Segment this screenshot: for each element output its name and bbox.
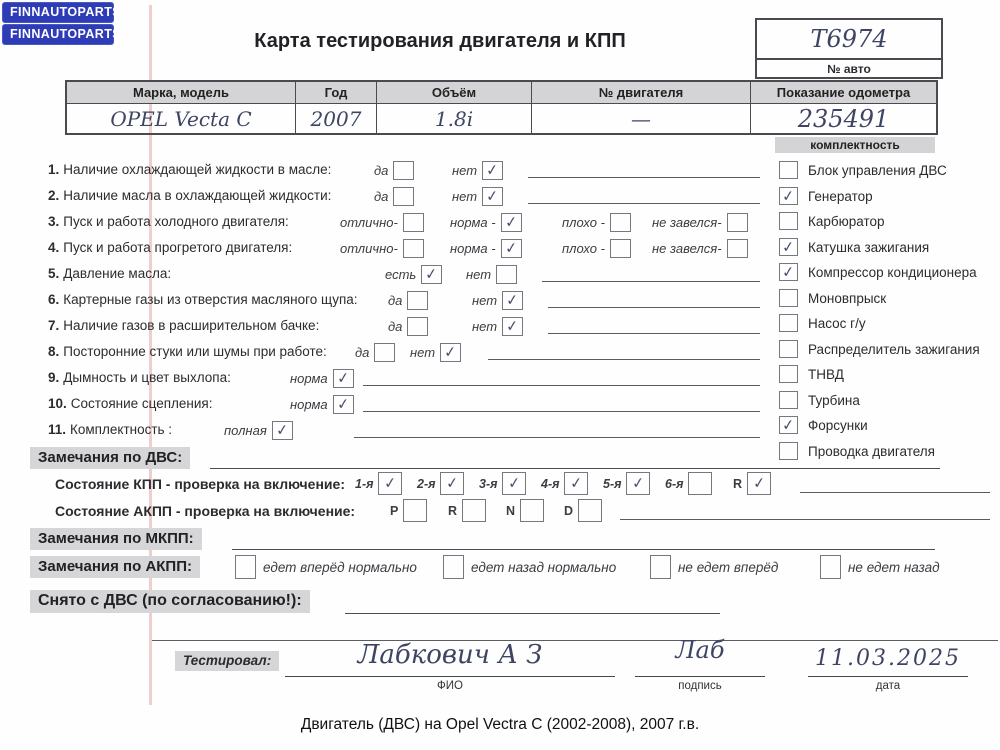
checkbox-otlichno[interactable] (403, 213, 424, 232)
gear-1: 1-я ✓ (355, 472, 402, 495)
checkbox-gear-2[interactable] (440, 472, 464, 495)
checkbox-ploho[interactable] (610, 239, 631, 258)
name-sub-label: ФИО (437, 680, 463, 692)
completeness-item: ✓ Катушка зажигания (779, 237, 994, 257)
question-number: 8. (48, 344, 60, 359)
completeness-item: Турбина (779, 390, 994, 410)
gear-5: 5-я ✓ (603, 472, 650, 495)
page-title: Карта тестирования двигателя и КПП (254, 30, 626, 52)
checkbox[interactable] (779, 238, 798, 256)
checkbox-ploho[interactable] (610, 213, 631, 232)
name-line (285, 676, 615, 677)
gear-6: 6-я (665, 472, 712, 495)
akpp-row-label: Состояние АКПП - проверка на включение: (55, 503, 356, 519)
mkpp-remarks-line (232, 549, 935, 550)
col-volume: Объём (377, 81, 532, 104)
question-row-6 (48, 288, 766, 312)
blank-line (800, 492, 990, 493)
blank-line (528, 177, 760, 178)
option-da: да (374, 186, 414, 206)
option-net: нет ✓ (472, 316, 523, 336)
mkpp-remarks-label: Замечания по МКПП: (30, 528, 202, 550)
signature-sub-label: подпись (678, 680, 722, 692)
option-norma: норма - ✓ (450, 212, 522, 232)
option-net: нет ✓ (410, 342, 461, 362)
col-odometer: Показание одометра (751, 81, 938, 104)
checkbox-ne-zavelsya[interactable] (727, 213, 748, 232)
checkbox[interactable] (779, 212, 798, 230)
blank-line (363, 411, 760, 412)
checkbox-norma[interactable] (333, 369, 354, 388)
check-mark: ✓ (631, 473, 646, 493)
checkbox[interactable] (235, 555, 256, 579)
completeness-item: ТНВД (779, 364, 994, 384)
checkbox[interactable] (779, 289, 798, 307)
dvs-remarks-line (210, 468, 940, 469)
completeness-item: ✓ Компрессор кондиционера (779, 262, 994, 282)
question-text: Состояние сцепления: (70, 396, 213, 411)
completeness-item: Моновпрыск (779, 288, 994, 308)
question-text: Пуск и работа холодного двигателя: (63, 214, 289, 229)
checkbox-gear-6[interactable] (688, 472, 712, 495)
blank-line (548, 307, 760, 308)
odometer-value: 235491 (751, 104, 938, 135)
col-make-model: Марка, модель (66, 81, 296, 104)
checkbox[interactable] (779, 314, 798, 332)
akpp-check-row (55, 498, 995, 524)
checkbox[interactable] (443, 555, 464, 579)
question-row-5 (48, 262, 766, 286)
checkbox-polnaya[interactable] (272, 421, 293, 440)
check-mark: ✓ (751, 473, 767, 493)
date-line (808, 676, 968, 677)
check-mark: ✓ (275, 419, 290, 440)
akpp-option-no-backward: не едет назад (820, 555, 940, 579)
logo-badge-top: FINNAUTOPARTS (2, 2, 114, 23)
check-mark: ✓ (505, 315, 520, 336)
gear-3: 3-я ✓ (479, 472, 526, 495)
dvs-remarks-label: Замечания по ДВС: (30, 447, 190, 469)
vehicle-table-header-row (66, 81, 937, 104)
volume-value: 1.8i (377, 104, 532, 135)
checkbox-net[interactable] (502, 317, 523, 336)
akpp-remarks-options (30, 554, 990, 580)
gear-d: D (564, 499, 602, 522)
gear-p: P (390, 499, 427, 522)
option-net: нет ✓ (452, 160, 503, 180)
vehicle-table-value-row (66, 104, 937, 135)
image-caption: Двигатель (ДВС) на Opel Vectra C (2002-2008), 2007 г.в. (300, 716, 700, 733)
car-number-label: № авто (757, 58, 941, 77)
checkbox-gear-p[interactable] (403, 499, 427, 522)
kpp-check-row (55, 471, 995, 497)
checkbox-norma[interactable] (501, 213, 522, 232)
question-number: 10. (48, 396, 67, 411)
check-mark: ✓ (485, 159, 500, 180)
checkbox-da[interactable] (407, 291, 428, 310)
check-mark: ✓ (781, 261, 796, 282)
question-number: 4. (48, 240, 60, 255)
option-net: нет ✓ (472, 290, 523, 310)
removed-from-dvs-line (345, 613, 720, 614)
question-row-9 (48, 366, 766, 390)
blank-line (354, 437, 760, 438)
car-number-box (755, 18, 943, 79)
checkbox-otlichno[interactable] (403, 239, 424, 258)
question-row-4 (48, 236, 766, 260)
question-text: Наличие газов в расширительном бачке: (63, 318, 320, 333)
question-number: 7. (48, 318, 60, 333)
checkbox-da[interactable] (393, 161, 414, 180)
gear-r: R (448, 499, 486, 522)
car-number-value: T6974 (810, 25, 888, 53)
question-row-8 (48, 340, 766, 364)
gear-4: 4-я ✓ (541, 472, 588, 495)
checkbox-net[interactable] (502, 291, 523, 310)
make-model-value: OPEL Vecta C (66, 104, 296, 135)
option-est: есть ✓ (385, 264, 442, 284)
completeness-item: Насос г/у (779, 313, 994, 333)
blank-line (542, 281, 760, 282)
question-text: Давление масла: (63, 266, 172, 281)
question-number: 11. (48, 422, 67, 437)
question-text: Картерные газы из отверстия масляного щупа: (63, 292, 358, 307)
akpp-remarks-label: Замечания по АКПП: (30, 556, 200, 578)
checkbox[interactable] (779, 340, 798, 358)
checkbox-net[interactable] (482, 187, 503, 206)
checkbox-gear-r[interactable] (747, 472, 771, 495)
completeness-item: Блок управления ДВС (779, 160, 994, 180)
question-row-10 (48, 392, 766, 416)
question-text: Дымность и цвет выхлопа: (63, 370, 231, 385)
blank-line (363, 385, 760, 386)
blank-line (548, 333, 760, 334)
option-norma: норма ✓ (290, 394, 354, 414)
checkbox[interactable] (779, 365, 798, 383)
check-mark: ✓ (507, 473, 522, 493)
question-text: Пуск и работа прогретого двигателя: (63, 240, 293, 255)
checkbox-est[interactable] (421, 265, 442, 284)
checkbox[interactable] (779, 161, 798, 179)
question-row-11 (48, 418, 766, 442)
checkbox[interactable] (779, 442, 798, 460)
checkbox-net[interactable] (496, 265, 517, 284)
check-mark: ✓ (335, 367, 351, 388)
tested-by-label: Тестировал: (175, 651, 279, 671)
question-row-7 (48, 314, 766, 338)
checkbox-gear-1[interactable] (378, 472, 402, 495)
completeness-item: Распределитель зажигания (779, 339, 994, 359)
check-mark: ✓ (781, 236, 796, 257)
check-mark: ✓ (445, 473, 460, 493)
check-mark: ✓ (335, 393, 351, 414)
option-net: нет (466, 264, 517, 284)
question-row-2 (48, 184, 766, 208)
gear-n: N (506, 499, 544, 522)
checkbox-gear-n[interactable] (520, 499, 544, 522)
blank-line (620, 519, 990, 520)
vehicle-table (65, 80, 938, 135)
kpp-row-label: Состояние КПП - проверка на включение: (55, 476, 345, 492)
check-mark: ✓ (505, 289, 520, 310)
question-row-3 (48, 210, 766, 234)
question-row-1 (48, 158, 766, 182)
question-number: 5. (48, 266, 60, 281)
check-mark: ✓ (383, 473, 398, 493)
checkbox-gear-4[interactable] (564, 472, 588, 495)
question-number: 9. (48, 370, 60, 385)
checkbox-gear-3[interactable] (502, 472, 526, 495)
check-mark: ✓ (503, 237, 519, 258)
checkbox-gear-d[interactable] (578, 499, 602, 522)
check-mark: ✓ (569, 473, 584, 493)
signature-handwritten: Лаб (675, 636, 725, 664)
check-mark: ✓ (781, 185, 796, 206)
checkbox[interactable] (779, 391, 798, 409)
completeness-item: Карбюратор (779, 211, 994, 231)
akpp-option-forward-ok: едет вперёд нормально (235, 555, 417, 579)
option-norma: норма - ✓ (450, 238, 522, 258)
blank-line (488, 359, 760, 360)
checkbox-da[interactable] (407, 317, 428, 336)
option-ne-zavelsya: не завелся- (652, 212, 748, 232)
checkbox[interactable] (779, 263, 798, 281)
check-mark: ✓ (424, 263, 439, 284)
finnautoparts-logo (2, 2, 121, 46)
option-da: да (355, 342, 395, 362)
checkbox-net[interactable] (482, 161, 503, 180)
gear-2: 2-я ✓ (417, 472, 464, 495)
date-sub-label: дата (875, 680, 901, 692)
completeness-item: ✓ Форсунки (779, 415, 994, 435)
option-ploho: плохо - (562, 212, 631, 232)
checkbox[interactable] (820, 555, 841, 579)
checkbox-da[interactable] (374, 343, 395, 362)
question-text: Посторонние стуки или шумы при работе: (63, 344, 327, 359)
option-otlichno: отлично- (340, 212, 424, 232)
question-text: Наличие охлаждающей жидкости в масле: (63, 162, 332, 177)
option-otlichno: отлично- (340, 238, 424, 258)
removed-from-dvs-label: Снято с ДВС (по согласованию!): (30, 590, 310, 613)
check-mark: ✓ (443, 341, 458, 362)
option-da: да (374, 160, 414, 180)
akpp-option-backward-ok: едет назад нормально (443, 555, 616, 579)
question-number: 3. (48, 214, 60, 229)
signature-line (635, 676, 765, 677)
check-mark: ✓ (485, 185, 500, 206)
checkbox[interactable] (650, 555, 671, 579)
option-polnaya: полная ✓ (224, 420, 293, 440)
checkbox-net[interactable] (440, 343, 461, 362)
question-text: Наличие масла в охлаждающей жидкости: (63, 188, 332, 203)
col-year: Год (296, 81, 377, 104)
logo-badge-bottom: FINNAUTOPARTS (2, 24, 114, 45)
option-ploho: плохо - (562, 238, 631, 258)
option-net: нет ✓ (452, 186, 503, 206)
option-norma: норма ✓ (290, 368, 354, 388)
question-number: 6. (48, 292, 60, 307)
checkbox-da[interactable] (393, 187, 414, 206)
completeness-item: Проводка двигателя (779, 441, 994, 461)
completeness-header: комплектность (775, 137, 935, 153)
question-number: 2. (48, 188, 60, 203)
engine-no-value: — (532, 104, 751, 135)
date-handwritten: 11.03.2025 (815, 646, 961, 671)
completeness-item: ✓ Генератор (779, 186, 994, 206)
option-da: да (388, 316, 428, 336)
checkbox-norma[interactable] (501, 239, 522, 258)
year-value: 2007 (296, 104, 377, 135)
gear-r: R ✓ (733, 472, 771, 495)
checkbox-norma[interactable] (333, 395, 354, 414)
option-ne-zavelsya: не завелся- (652, 238, 748, 258)
checkbox[interactable] (779, 416, 798, 434)
question-number: 1. (48, 162, 60, 177)
question-text: Комплектность : (70, 422, 173, 437)
option-da: да (388, 290, 428, 310)
col-engine-no: № двигателя (532, 81, 751, 104)
akpp-option-no-forward: не едет вперёд (650, 555, 778, 579)
check-mark: ✓ (503, 211, 519, 232)
checkbox[interactable] (779, 187, 798, 205)
check-mark: ✓ (781, 414, 796, 435)
checkbox-ne-zavelsya[interactable] (727, 239, 748, 258)
blank-line (528, 203, 760, 204)
tester-name-handwritten: Лабкович А З (357, 640, 543, 670)
checkbox-gear-5[interactable] (626, 472, 650, 495)
checkbox-gear-r[interactable] (462, 499, 486, 522)
